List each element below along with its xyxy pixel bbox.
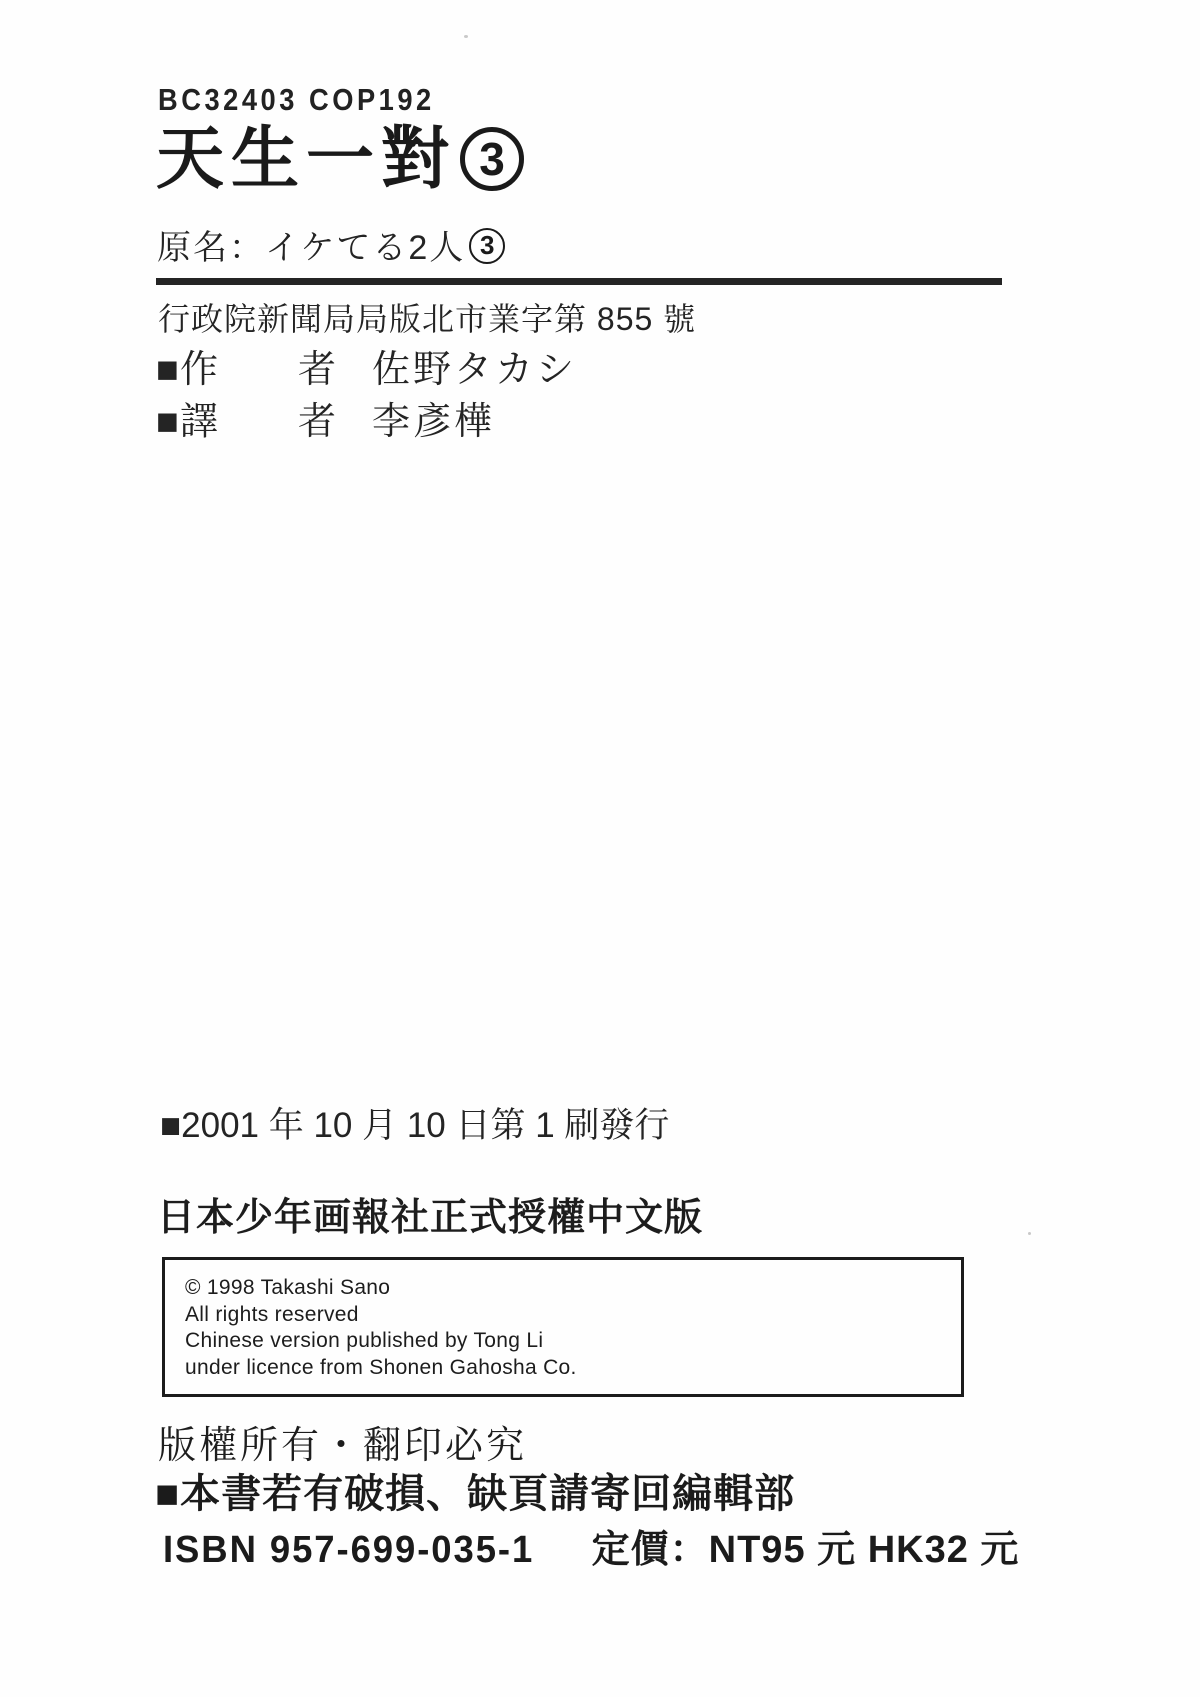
product-code: BC32403 COP192 — [158, 82, 435, 117]
book-title-text: 天生一對 — [156, 121, 457, 197]
translator-row — [156, 390, 495, 445]
author-label-suffix: 者 — [298, 349, 338, 391]
damage-notice: ■本書若有破損、缺頁請寄回編輯部 — [155, 1472, 796, 1516]
book-title — [156, 122, 524, 197]
original-title-text: 原名：イケてる2人 — [157, 229, 466, 267]
copyright-line-2: All rights reserved — [185, 1302, 359, 1326]
printing-info: ■2001 年 10 月 10 日第 1 刷發行 — [160, 1106, 670, 1145]
translator-name: 李彥樺 — [372, 401, 496, 443]
title-divider — [156, 278, 1002, 285]
copyright-line-1: © 1998 Takashi Sano — [185, 1276, 391, 1299]
rights-statement: 版權所有・翻印必究 — [158, 1425, 528, 1467]
scan-speck — [464, 35, 468, 38]
author-name: 佐野タカシ — [372, 349, 578, 391]
author-label: ■作 — [156, 349, 219, 391]
scan-speck — [1028, 1232, 1031, 1235]
copyright-box — [162, 1257, 964, 1397]
copyright-line-3: Chinese version published by Tong Li — [185, 1329, 544, 1352]
isbn-price-row — [163, 1518, 1019, 1573]
isbn-number: ISBN 957-699-035-1 — [163, 1529, 535, 1571]
license-statement: 日本少年画報社正式授權中文版 — [157, 1197, 704, 1239]
price-label: 定價：NT95 元 HK32 元 — [591, 1529, 1020, 1571]
translator-label: ■譯 — [156, 401, 219, 443]
volume-badge-small: 3 — [469, 228, 505, 264]
author-row — [156, 338, 577, 393]
original-title — [157, 220, 505, 269]
copyright-line-4: under licence from Shonen Gahosha Co. — [185, 1355, 577, 1379]
translator-label-suffix: 者 — [298, 401, 338, 443]
volume-badge-large: 3 — [460, 127, 524, 191]
registration-number: 行政院新聞局局版北市業字第 855 號 — [158, 301, 697, 337]
